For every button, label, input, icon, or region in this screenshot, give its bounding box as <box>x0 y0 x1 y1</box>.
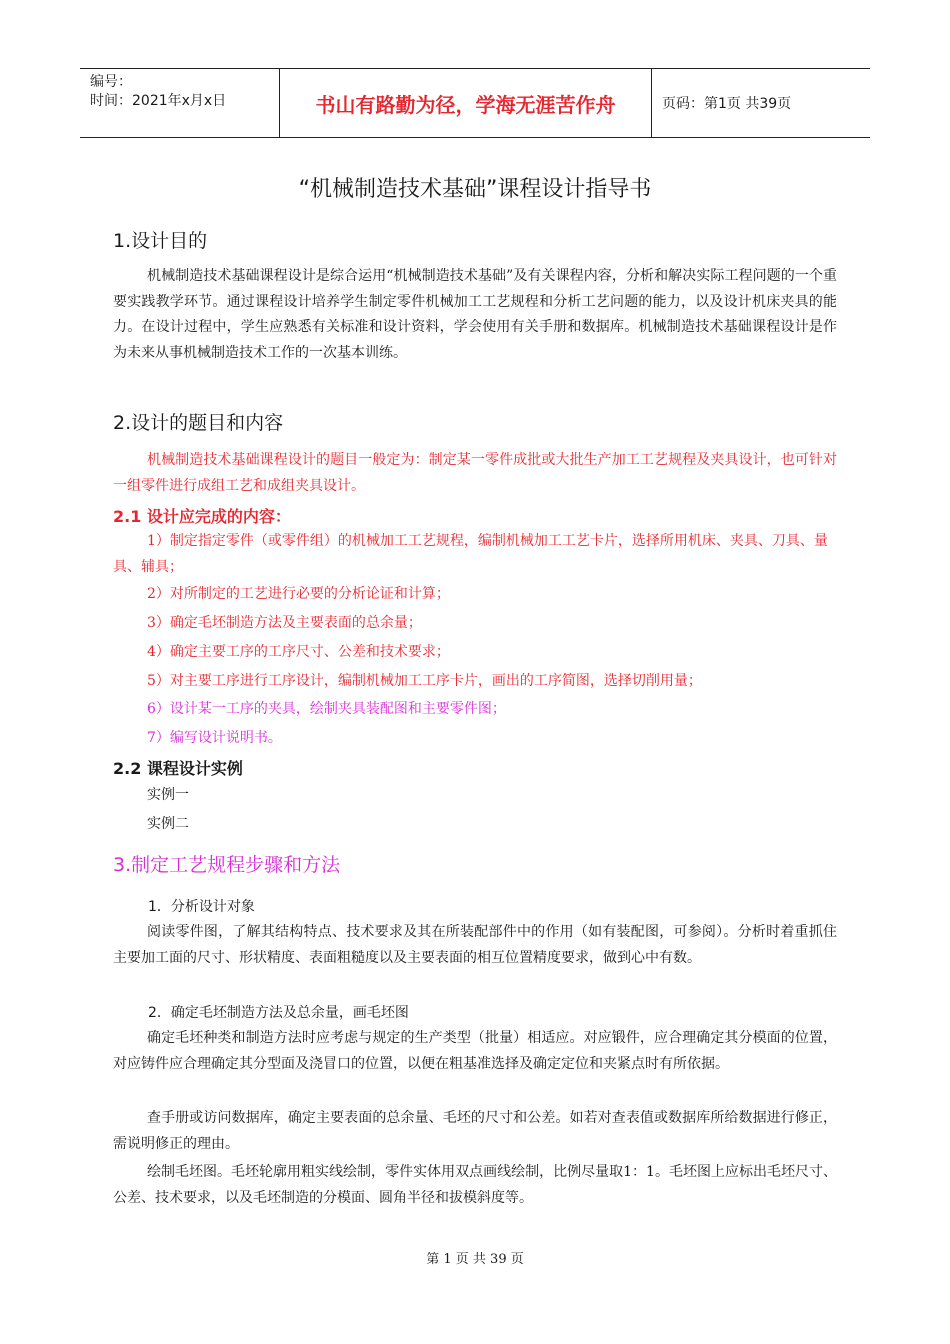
section-2-1-heading: 2.1 设计应完成的内容： <box>113 507 291 526</box>
section-1-heading: 1.设计目的 <box>113 230 208 252</box>
step-2-body-1: 确定毛坯种类和制造方法时应考虑与规定的生产类型（批量）相适应。对应锻件，应合理确定其分模面的位置，对应铸件应合理确定其分型面及浇冒口的位置，以便在粗基准选择及确定定位和夹紧点时有所依据。 <box>113 1030 837 1072</box>
header-page-info: 页码：第1页 共39页 <box>662 96 792 112</box>
section-3-heading: 3.制定工艺规程步骤和方法 <box>113 854 341 876</box>
section-2-2-heading: 2.2 课程设计实例 <box>113 759 243 778</box>
step-2-body-2: 查手册或访问数据库，确定主要表面的总余量、毛坯的尺寸和公差。如若对查表值或数据库所给数据进行修正，需说明修正的理由。 <box>113 1110 837 1152</box>
header-motto: 书山有路勤为径，学海无涯苦作舟 <box>280 69 652 137</box>
section-1-body: 机械制造技术基础课程设计是综合运用“机械制造技术基础”及有关课程内容，分析和解决实际工程问题的一个重要实践教学环节。通过课程设计培养学生制定零件机械加工工艺规程和分析工艺问题的能力，以及设计机床夹具的能力。在设计过程中，学生应熟悉有关标准和设计资料，学会使用有关手册和数据库。机械制造技术基础课程设计是作为未来从事机械制造技术工作的一次基本训练。 <box>113 268 837 361</box>
step-2-heading: 2．确定毛坯制造方法及总余量，画毛坯图 <box>148 1005 409 1021</box>
step-1-body: 阅读零件图，了解其结构特点、技术要求及其在所装配部件中的作用（如有装配图，可参阅）。分析时着重抓住主要加工面的尺寸、形状精度、表面粗糙度以及主要表面的相互位置精度要求，做到心中有数。 <box>113 924 837 966</box>
list-item-3: 3）确定毛坯制造方法及主要表面的总余量； <box>147 615 422 631</box>
list-item-2: 2）对所制定的工艺进行必要的分析论证和计算； <box>147 586 450 602</box>
step-1-heading: 1．分析设计对象 <box>148 899 255 915</box>
section-2-body: 机械制造技术基础课程设计的题目一般定为：制定某一零件成批或大批生产加工工艺规程及夹具设计，也可针对一组零件进行成组工艺和成组夹具设计。 <box>113 452 837 494</box>
section-2-heading: 2.设计的题目和内容 <box>113 412 284 434</box>
number-label: 编号： <box>90 74 132 90</box>
time-label: 时间：2021年x月x日 <box>90 93 227 109</box>
list-item-4: 4）确定主要工序的工序尺寸、公差和技术要求； <box>147 644 450 660</box>
example-2: 实例二 <box>147 816 189 832</box>
list-item-7: 7）编写设计说明书。 <box>147 730 282 746</box>
step-2-body-3: 绘制毛坯图。毛坯轮廓用粗实线绘制，零件实体用双点画线绘制，比例尽量取1：1。毛坯图上应标出毛坯尺寸、公差、技术要求，以及毛坯制造的分模面、圆角半径和拔模斜度等。 <box>113 1164 837 1206</box>
header-meta-cell <box>80 69 280 137</box>
list-item-5: 5）对主要工序进行工序设计，编制机械加工工序卡片，画出的工序简图，选择切削用量； <box>147 673 702 689</box>
list-item-6: 6）设计某一工序的夹具，绘制夹具装配图和主要零件图； <box>147 701 506 717</box>
example-1: 实例一 <box>147 787 189 803</box>
document-title: “机械制造技术基础”课程设计指导书 <box>298 177 652 202</box>
page-footer: 第 1 页 共 39 页 <box>426 1252 524 1267</box>
header-table <box>80 68 870 138</box>
list-item-1: 1）制定指定零件（或零件组）的机械加工工艺规程，编制机械加工工艺卡片，选择所用机床、夹具、刀具、量具、辅具； <box>113 533 828 575</box>
